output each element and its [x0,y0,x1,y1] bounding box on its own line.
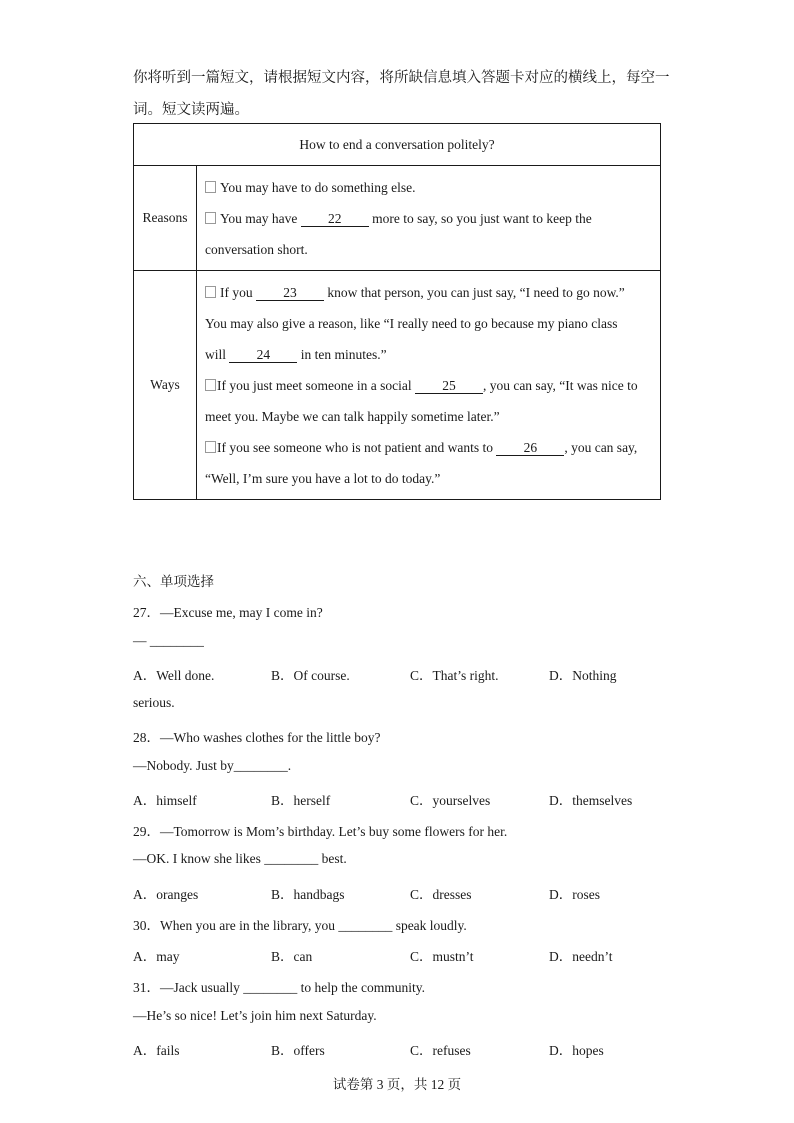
option-d[interactable]: D．themselves [549,793,633,808]
option-d[interactable]: D．roses [549,887,600,902]
checkbox-icon [205,379,216,391]
ways-label: Ways [134,271,197,500]
table-title: How to end a conversation politely? [134,124,661,166]
answer-blank: — ________ [133,633,204,648]
question-response: —Nobody. Just by________. [133,758,292,773]
blank-24: 24 [229,347,297,363]
listening-table [133,123,661,500]
reasons-label: Reasons [134,166,197,271]
checkbox-icon [205,212,216,224]
question-stem: 29．—Tomorrow is Mom’s birthday. Let’s buy some flowers for her. [133,824,508,839]
instruction-line-2: 词。短文读两遍。 [133,102,249,118]
option-b[interactable]: B．offers [271,1043,325,1058]
option-c[interactable]: C．dresses [410,887,472,902]
option-a[interactable]: A．fails [133,1043,180,1058]
question-stem: 30．When you are in the library, you ________ speak loudly. [133,918,467,933]
option-c[interactable]: C．refuses [410,1043,471,1058]
blank-25: 25 [415,378,483,394]
blank-22: 22 [301,211,369,227]
option-d[interactable]: D．hopes [549,1043,604,1058]
question-response: —OK. I know she likes ________ best. [133,851,347,866]
option-a[interactable]: A．himself [133,793,197,808]
option-a[interactable]: A．may [133,949,180,964]
checkbox-icon [205,286,216,298]
question-stem: 28．—Who washes clothes for the little boy? [133,730,381,745]
blank-26: 26 [496,440,564,456]
option-c[interactable]: C．yourselves [410,793,491,808]
option-d[interactable]: D．needn’t [549,949,613,964]
ways-cell: If you 23 know that person, you can just say, “I need to go now.” You may also give a reason, like “I really need to go because my piano class will 24 in ten minutes.” If you just meet someone in a social 25 , you can say, “It was nice to meet you. Maybe we can talk happily sometime later.” If you see someone who is not patient and wants to 26 , you can say, “Well, I’m sure you have a lot to do today.” [197,271,661,500]
option-b[interactable]: B．handbags [271,887,345,902]
option-a[interactable]: A．Well done. [133,668,215,683]
blank-23: 23 [256,285,324,301]
question-stem: 27．—Excuse me, may I come in? [133,605,323,620]
option-b[interactable]: B．Of course. [271,668,350,683]
question-response: —He’s so nice! Let’s join him next Saturday. [133,1008,377,1023]
question-stem: 31．—Jack usually ________ to help the community. [133,980,425,995]
option-d-wrap: serious. [133,695,175,710]
option-b[interactable]: B．can [271,949,313,964]
option-c[interactable]: C．That’s right. [410,668,499,683]
option-b[interactable]: B．herself [271,793,331,808]
reasons-cell: You may have to do something else. You may have 22 more to say, so you just want to keep the conversation short. [197,166,661,271]
page-footer: 试卷第 3 页，共 12 页 [332,1077,462,1092]
option-a[interactable]: A．oranges [133,887,199,902]
instruction-line-1: 你将听到一篇短文，请根据短文内容，将所缺信息填入答题卡对应的横线上，每空一 [133,70,670,86]
option-c[interactable]: C．mustn’t [410,949,474,964]
option-d[interactable]: D．Nothing [549,668,617,683]
section-title: 六、单项选择 [133,574,214,589]
checkbox-icon [205,441,216,453]
checkbox-icon [205,181,216,193]
